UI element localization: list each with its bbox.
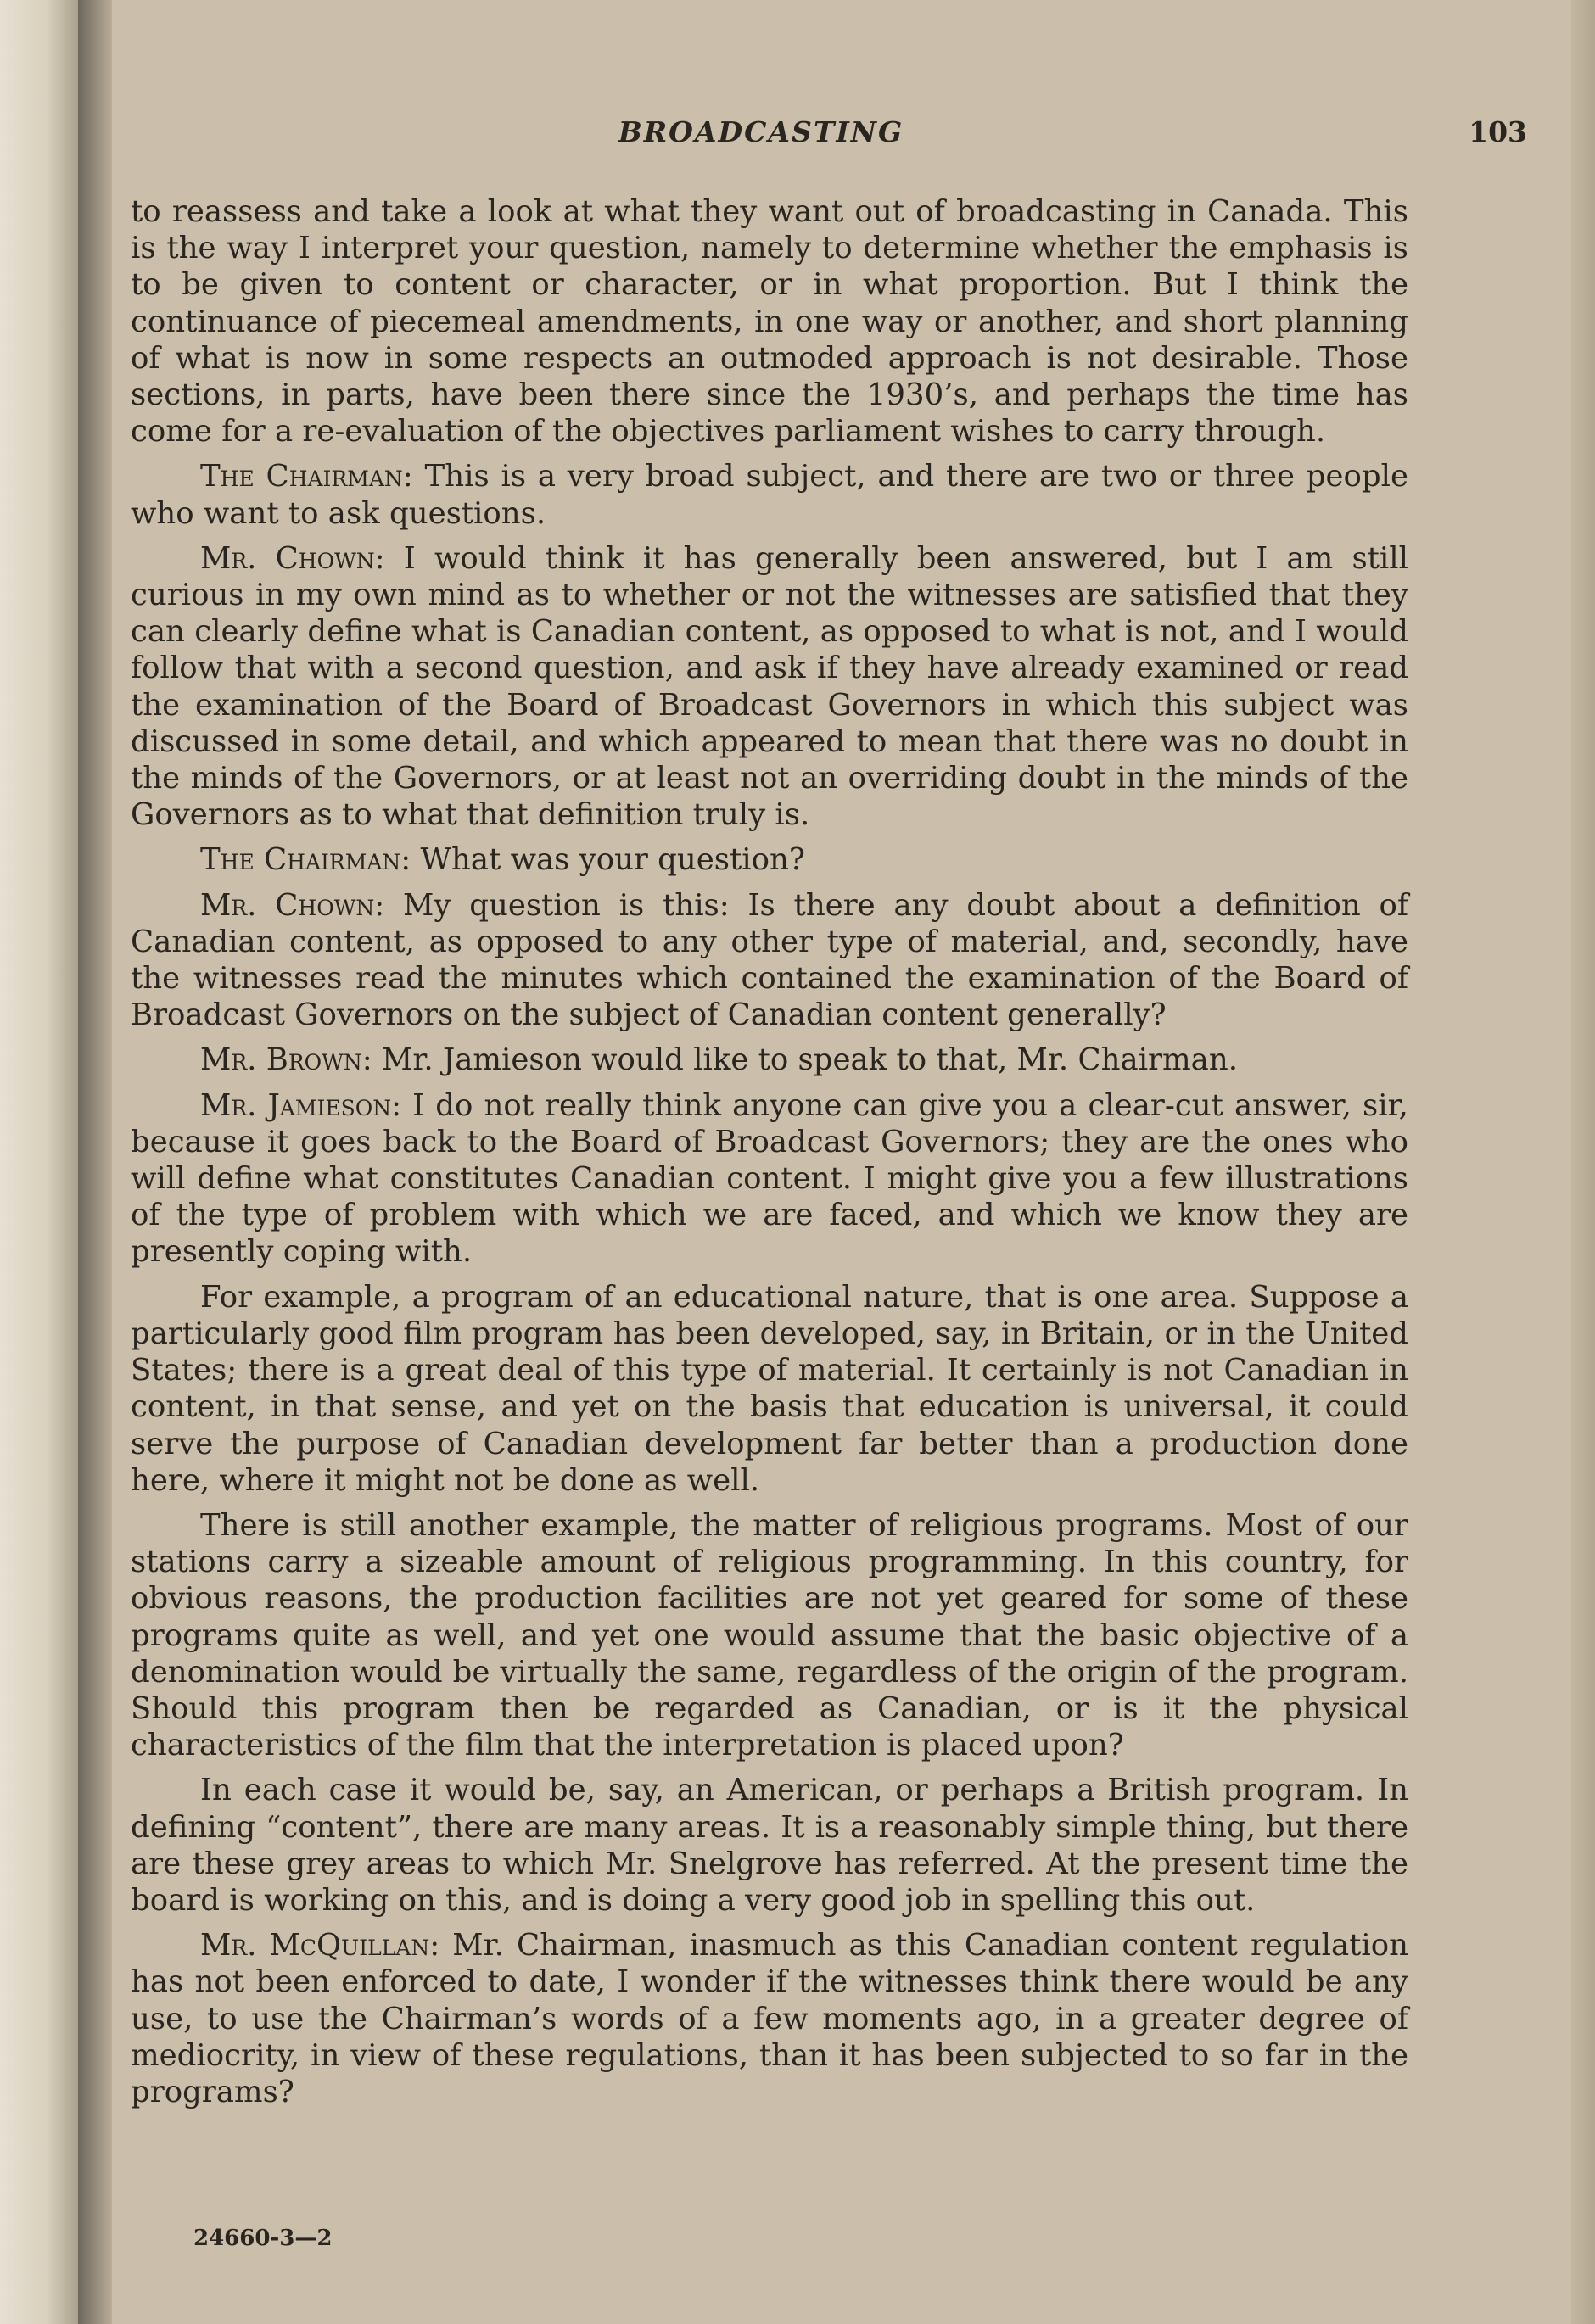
paragraph-text: I would think it has generally been answered, but I am still curious in my own mind as to whether or not the witnesses are satisfied that they can clearly define what is Canadian content, as opposed to what is not, and I would follow that with a second question, and ask if they have already examined or read the examination of the Board of Broadcast Governors in which this subject was discussed in some detail, and which appeared to mean that there was no doubt in the minds of the Governors, or at least not an overriding doubt in the minds of the Governors as to what that definition truly is. <box>131 540 1408 833</box>
paragraph-text: There is still another example, the matter of religious programs. Most of our stations carry a sizeable amount of religious programming. In this country, for obvious reasons, the production facilities are not yet geared for some of these programs quite as well, and yet one would assume that the basic objective of a denomination would be virtually the same, regardless of the origin of the program. Should this program then be regarded as Canadian, or is it the physical characteristics of the film that the interpretation is placed upon? <box>131 1507 1408 1763</box>
paragraph <box>131 1772 1408 1919</box>
paragraph <box>131 1087 1408 1271</box>
speaker-name: Mr. Brown: <box>200 1042 372 1078</box>
speaker-name: Mr. Chown: <box>200 540 385 576</box>
page-number: 103 <box>1469 115 1527 148</box>
speaker-name: The Chairman: <box>200 459 413 494</box>
paragraph <box>131 540 1408 834</box>
signature-mark: 24660-3—2 <box>193 2226 333 2251</box>
book-gutter <box>78 0 112 2324</box>
speaker-name: The Chairman: <box>200 842 411 878</box>
paragraph <box>131 1279 1408 1499</box>
paragraph <box>131 841 1408 878</box>
paragraph <box>131 193 1408 450</box>
paragraph-text: In each case it would be, say, an American, or perhaps a British program. In defining “content”, there are many areas. It is a reasonably simple thing, but there are these grey areas to which Mr. Snelgrove has referred. At the present time the board is working on this, and is doing a very good job in spelling this out. <box>131 1773 1408 1918</box>
paragraph-text: For example, a program of an educational nature, that is one area. Suppose a particularly good film program has been developed, say, in Britain, or in the United States; there is a great deal of this type of material. It certainly is not Canadian in content, in that sense, and yet on the basis that education is universal, it could serve the purpose of Canadian development far better than a production done here, where it might not be done as well. <box>131 1279 1408 1498</box>
speaker-name: Mr. Chown: <box>200 887 385 923</box>
running-head <box>112 115 1527 149</box>
paragraph <box>131 458 1408 531</box>
paragraph-text: to reassess and take a look at what they want out of broadcasting in Canada. This is the way I interpret your question, namely to determine whether the emphasis is to be given to content or character, or in what proportion. But I think the continuance of piecemeal amendments, in one way or another, and short planning of what is now in some respects an outmoded approach is not desirable. Those sections, in parts, have been there since the 1930’s, and perhaps the time has come for a re-evaluation of the objectives parliament wishes to carry through. <box>131 194 1408 450</box>
paragraph-text: My question is this: Is there any doubt about a definition of Canadian content, as opposed to any other type of material, and, secondly, have the witnesses read the minutes which contained the examination of the Board of Broadcast Governors on the subject of Canadian content generally? <box>131 887 1408 1033</box>
paragraph <box>131 1507 1408 1763</box>
paragraph <box>131 1042 1408 1078</box>
speaker-name: Mr. Jamieson: <box>200 1087 402 1123</box>
paragraph-text: This is a very broad subject, and there are two or three people who want to ask questions. <box>131 459 1408 531</box>
running-head-title: BROADCASTING <box>618 115 904 148</box>
paragraph-text: Mr. Chairman, inasmuch as this Canadian content regulation has not been enforced to date, I wonder if the witnesses think there would be any use, to use the Chairman’s words of a few moments ago, in a greater degree of mediocrity, in view of these regulations, than it has been subjected to so far in the programs? <box>131 1928 1408 2109</box>
paragraph <box>131 1927 1408 2110</box>
document-page <box>112 0 1571 2324</box>
paragraph-text: Mr. Jamieson would like to speak to that, Mr. Chairman. <box>381 1042 1238 1078</box>
page-edge <box>1571 0 1595 2324</box>
facing-page-edge <box>0 0 78 2324</box>
speaker-name: Mr. McQuillan: <box>200 1928 440 1964</box>
paragraph-text: What was your question? <box>420 842 805 878</box>
paragraph-text: I do not really think anyone can give you a clear-cut answer, sir, because it goes back to the Board of Broadcast Governors; they are the ones who will define what constitutes Canadian content. I might give you a few illustrations of the type of problem with which we are faced, and which we know they are presently coping with. <box>131 1087 1408 1270</box>
paragraph <box>131 887 1408 1034</box>
body-text <box>131 193 1408 2119</box>
